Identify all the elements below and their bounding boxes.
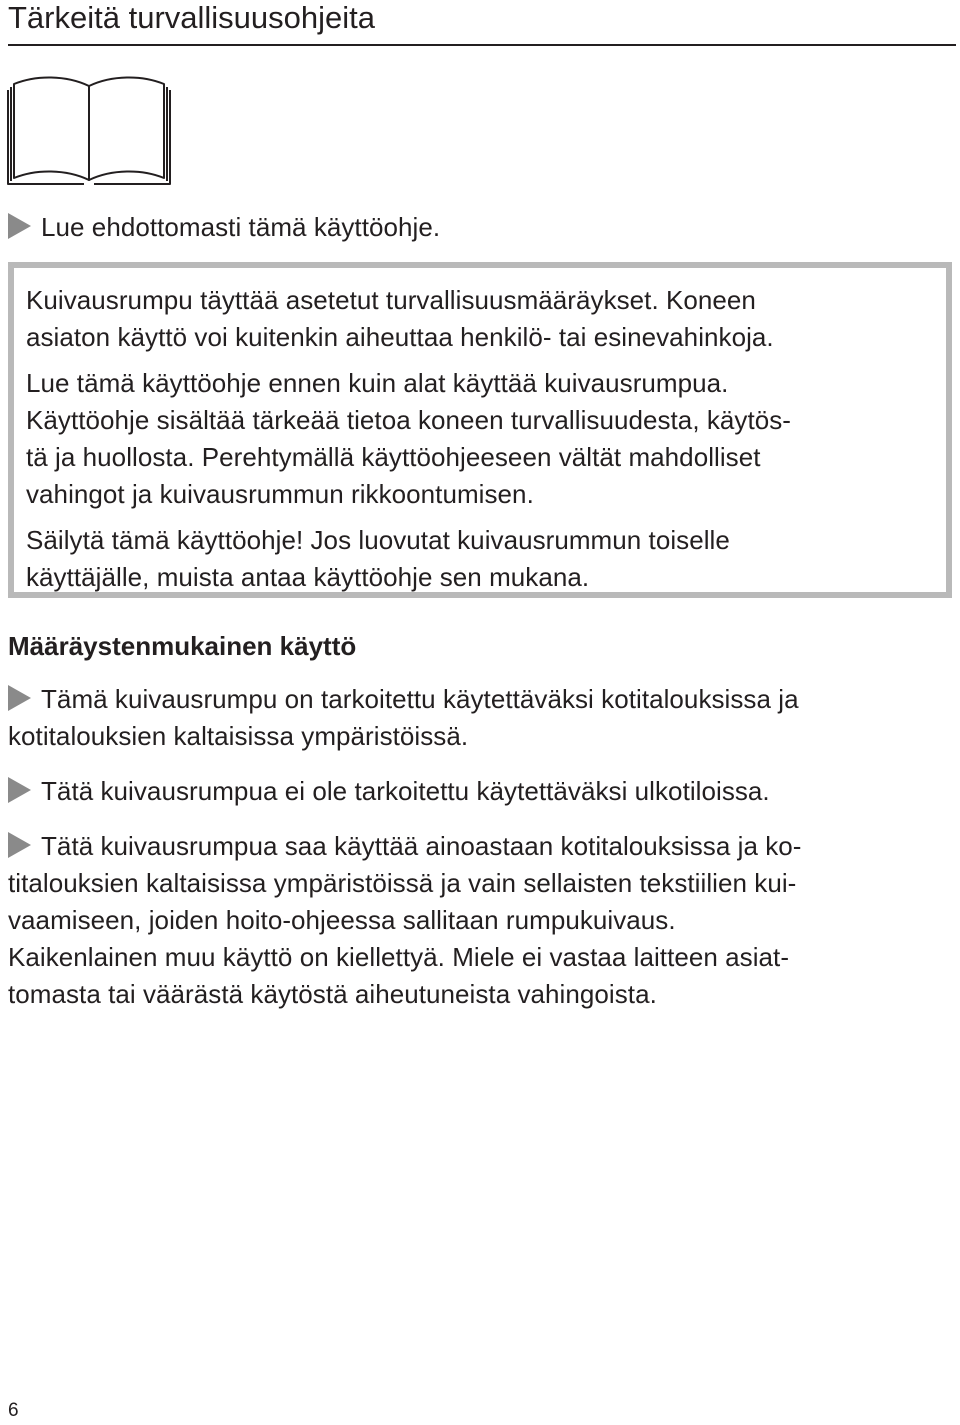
- triangle-right-icon: [8, 777, 31, 803]
- page-number: 6: [8, 1400, 19, 1421]
- open-book-icon: [6, 72, 172, 190]
- triangle-right-icon: [8, 213, 31, 239]
- usage-item-2: Tätä kuivausrumpua ei ole tarkoitettu käytettäväksi ulkotiloissa.: [8, 773, 770, 810]
- triangle-right-icon: [8, 685, 31, 711]
- safety-notice-box: [8, 262, 952, 598]
- read-instruction-text: Lue ehdottomasti tämä käyttöohje.: [41, 212, 441, 242]
- page-title: Tärkeitä turvallisuusohjeita: [8, 0, 376, 35]
- notice-paragraph-3: Säilytä tämä käyttöohje! Jos luovutat kuivausrummun toiselle käyttäjälle, muista antaa käyttöohje sen mukana.: [26, 525, 730, 592]
- read-instruction: [8, 209, 440, 246]
- notice-paragraph-2: Lue tämä käyttöohje ennen kuin alat käyttää kuivausrumpua. Käyttöohje sisältää tärkeää tietoa koneen turvallisuudesta, käytös- tä ja huollosta. Perehtymällä käyttöohjeeseen vältät mahdolliset vahingot ja kuivausrummun rikkoontumisen.: [26, 368, 792, 509]
- notice-paragraph-1: Kuivausrumpu täyttää asetetut turvallisuusmääräykset. Koneen asiaton käyttö voi kuitenkin aiheuttaa henkilö- tai esinevahinkoja.: [26, 285, 774, 352]
- section-heading: Määräystenmukainen käyttö: [8, 631, 357, 661]
- usage-item-1: Tämä kuivausrumpu on tarkoitettu käytettäväksi kotitalouksissa ja kotitalouksien kaltaisissa ympäristöissä.: [8, 684, 799, 751]
- triangle-right-icon: [8, 832, 31, 858]
- usage-item-3: Tätä kuivausrumpua saa käyttää ainoastaan kotitalouksissa ja ko- titalouksien kaltaisissa ympäristöissä ja vain sellaisten tekstiilien kui- vaamiseen, joiden hoito-ohjeessa sallitaan rumpukuivaus. Kaikenlainen muu käyttö on kiellettyä. Miele ei vastaa laitteen asiat- tomasta tai väärästä käytöstä aiheutuneista vahingoista.: [8, 831, 802, 1009]
- title-rule: [8, 44, 956, 46]
